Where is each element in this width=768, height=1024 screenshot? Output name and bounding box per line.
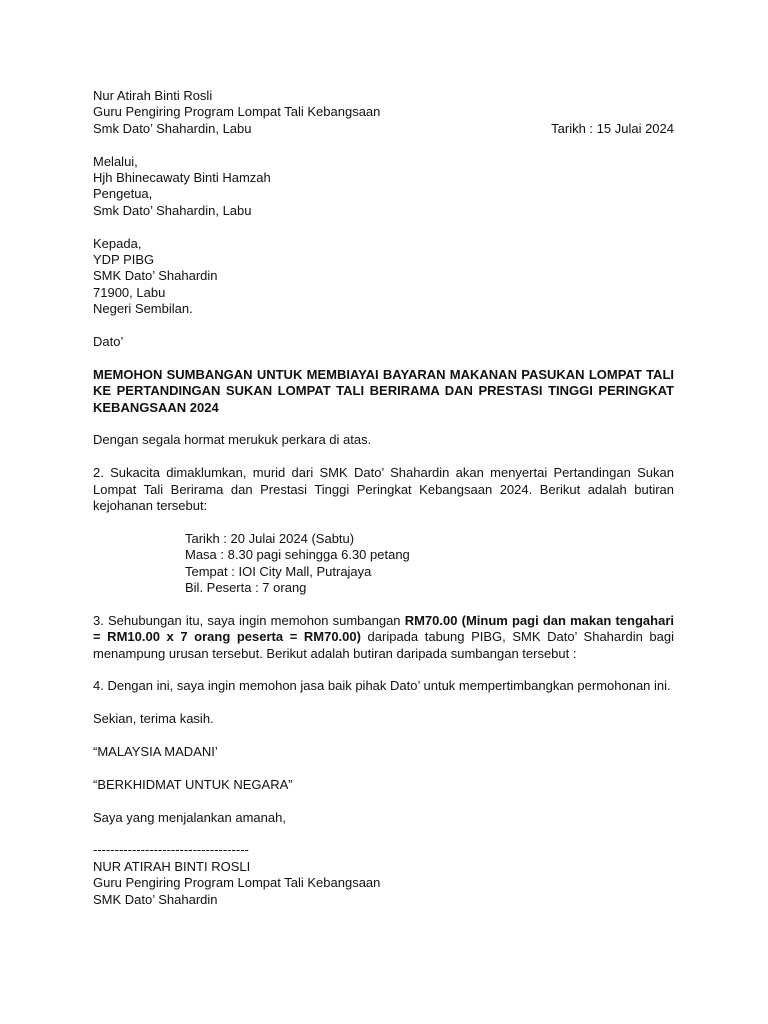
via-block [93, 154, 674, 220]
paragraph-3-intro: 3. Sehubungan itu, saya ingin memohon sumbangan [93, 612, 405, 628]
recipient-line-1: YDP PIBG [93, 252, 155, 268]
paragraph-2: 2. Sukacita dimaklumkan, murid dari SMK Dato’ Shahardin akan menyertai Pertandingan Sukan Lompat Tali Berirama dan Prestasi Tinggi Peringkat Kebangsaan 2024. Berikut adalah butiran kejohanan tersebut: [93, 465, 674, 514]
event-time: Masa : 8.30 pagi sehingga 6.30 petang [185, 547, 410, 563]
paragraph-3 [93, 613, 674, 662]
signatory-position: Guru Pengiring Program Lompat Tali Kebangsaan [93, 875, 381, 891]
slogan-berkhidmat: “BERKHIDMAT UNTUK NEGARA” [93, 776, 293, 792]
paragraph-3-rest: daripada tabung PIBG, SMK Dato’ Shahardin bagi menampung urusan tersebut. Berikut adalah butiran daripada sumbangan tersebut : [93, 629, 674, 661]
event-details [93, 531, 674, 597]
sender-school: Smk Dato’ Shahardin, Labu [93, 120, 252, 136]
via-position: Pengetua, [93, 186, 153, 202]
recipient-line-2: SMK Dato’ Shahardin [93, 268, 218, 284]
sign-off: Saya yang menjalankan amanah, [93, 809, 286, 825]
event-date: Tarikh : 20 Julai 2024 (Sabtu) [185, 530, 355, 546]
contribution-amount: RM70.00 (Minum pagi dan makan tengahari = RM10.00 x 7 orang peserta = RM70.00) [93, 612, 674, 645]
recipient-block [93, 236, 674, 318]
signatory-school: SMK Dato’ Shahardin [93, 891, 218, 907]
event-venue: Tempat : IOI City Mall, Putrajaya [185, 563, 372, 579]
salutation: Dato’ [93, 334, 124, 350]
recipient-line-4: Negeri Sembilan. [93, 301, 193, 317]
signature-line: ------------------------------------ [93, 842, 249, 858]
recipient-line-3: 71900, Labu [93, 284, 166, 300]
slogan-malaysia-madani: “MALAYSIA MADANI’ [93, 744, 218, 760]
via-label: Melalui, [93, 153, 138, 169]
sender-position: Guru Pengiring Program Lompat Tali Kebangsaan [93, 104, 381, 120]
letter-content [93, 88, 674, 908]
signature-block [93, 842, 674, 908]
opening-paragraph: Dengan segala hormat merukuk perkara di atas. [93, 432, 372, 448]
closing: Sekian, terima kasih. [93, 711, 214, 727]
event-participants: Bil. Peserta : 7 orang [185, 580, 307, 596]
letter-subject: MEMOHON SUMBANGAN UNTUK MEMBIAYAI BAYARAN MAKANAN PASUKAN LOMPAT TALI KE PERTANDINGAN SUKAN LOMPAT TALI BERIRAMA DAN PRESTASI TINGGI PERINGKAT KEBANGSAAN 2024 [93, 366, 674, 415]
sender-name: Nur Atirah Binti Rosli [93, 88, 213, 103]
signatory-name: NUR ATIRAH BINTI ROSLI [93, 858, 251, 874]
paragraph-4: 4. Dengan ini, saya ingin memohon jasa baik pihak Dato’ untuk mempertimbangkan permohonan ini. [93, 678, 671, 694]
sender-block [93, 88, 674, 137]
via-name: Hjh Bhinecawaty Binti Hamzah [93, 170, 271, 186]
recipient-label: Kepada, [93, 235, 142, 251]
via-school: Smk Dato’ Shahardin, Labu [93, 202, 252, 218]
sender-school-date-row [93, 121, 674, 137]
letter-date: Tarikh : 15 Julai 2024 [551, 120, 674, 136]
